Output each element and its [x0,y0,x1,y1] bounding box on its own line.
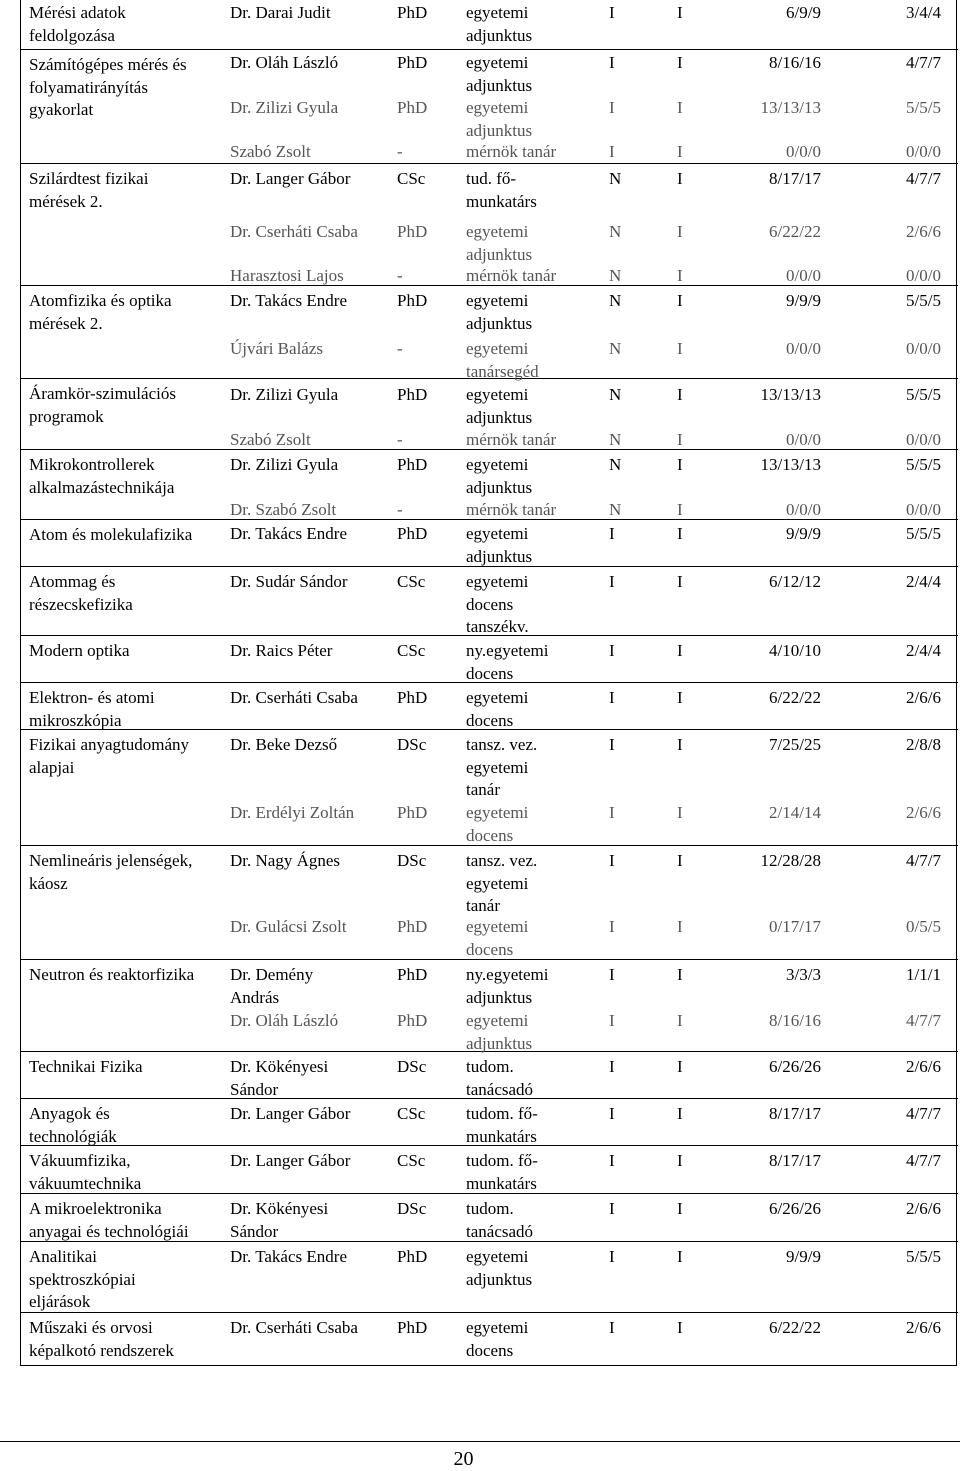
lecturer-name: Dr. Gulácsi Zsolt [230,917,347,936]
lecturer-degree: PhD [397,688,428,707]
subject-name: A mikroelektronika anyagai és technológiái [29,1199,189,1241]
credits-value: 4/7/7 [906,851,941,870]
lecturer-degree: PhD [397,291,428,310]
credits-value: 4/7/7 [906,1151,941,1170]
code-1: N [609,222,622,241]
lecturer-name: Dr. Erdélyi Zoltán [230,803,355,822]
lecturer-position: mérnök tanár [466,142,557,161]
lecturer-name: Dr. Cserháti Csaba [230,222,358,241]
lecturer-name: Újvári Balázs [230,339,323,358]
subject-name: Szilárdtest fizikai mérések 2. [29,169,149,211]
subject-name: Neutron és reaktorfizika [29,965,195,984]
subject-name: Nemlineáris jelenségek, káosz [29,851,193,893]
hours-value: 9/9/9 [786,1247,821,1266]
code-1: I [609,688,615,707]
lecturer-name: Szabó Zsolt [230,142,311,161]
lecturer-degree: DSc [397,1199,427,1218]
lecturer-degree: DSc [397,735,427,754]
credits-value: 0/0/0 [906,500,941,519]
lecturer-name: Dr. Szabó Zsolt [230,500,337,519]
hours-value: 2/14/14 [769,803,821,822]
lecturer-position: egyetemi docens [466,688,529,730]
lecturer-degree: CSc [397,1151,426,1170]
lecturer-degree: PhD [397,1247,428,1266]
lecturer-position: mérnök tanár [466,266,557,285]
lecturer-name: Dr. Zilizi Gyula [230,98,339,117]
staff-table [20,0,957,1366]
lecturer-name: Dr. Cserháti Csaba [230,1318,358,1337]
subject-name: Anyagok és technológiák [29,1104,117,1146]
code-1: N [609,169,622,188]
lecturer-name: Dr. Zilizi Gyula [230,455,339,474]
credits-value: 2/6/6 [906,1318,941,1337]
lecturer-degree: - [397,500,403,519]
subject-name: Vákuumfizika, vákuumtechnika [29,1151,142,1193]
subject-name: Áramkör-szimulációs programok [29,384,176,426]
lecturer-degree: - [397,266,403,285]
code-2: I [677,222,683,241]
hours-value: 8/17/17 [769,1104,821,1123]
hours-value: 6/22/22 [769,688,821,707]
code-2: I [677,142,683,161]
hours-value: 0/0/0 [786,339,821,358]
lecturer-degree: PhD [397,965,428,984]
credits-value: 5/5/5 [906,291,941,310]
subject-name: Fizikai anyagtudomány alapjai [29,735,190,777]
subject-name: Mérési adatok feldolgozása [29,3,126,45]
credits-value: 4/7/7 [906,1011,941,1030]
lecturer-degree: PhD [397,1011,428,1030]
code-2: I [677,641,683,660]
lecturer-position: tansz. vez. egyetemi tanár [466,735,538,799]
lecturer-degree: PhD [397,385,428,404]
code-1: N [609,339,622,358]
lecturer-position: egyetemi adjunktus [466,455,533,497]
code-2: I [677,500,683,519]
code-1: I [609,53,615,72]
code-1: N [609,430,622,449]
hours-value: 13/13/13 [760,385,821,404]
subject-name: Atomfizika és optika mérések 2. [29,291,172,333]
code-2: I [677,385,683,404]
credits-value: 5/5/5 [906,385,941,404]
hours-value: 0/17/17 [769,917,821,936]
subject-name: Műszaki és orvosi képalkotó rendszerek [29,1318,174,1360]
lecturer-position: egyetemi adjunktus [466,222,533,264]
row-divider [21,49,958,50]
hours-value: 13/13/13 [760,98,821,117]
lecturer-name: Dr. Demény András [230,965,314,1007]
code-1: I [609,98,615,117]
credits-value: 2/4/4 [906,572,941,591]
code-1: I [609,965,615,984]
lecturer-name: Dr. Oláh László [230,53,339,72]
hours-value: 6/22/22 [769,222,821,241]
lecturer-name: Dr. Takács Endre [230,524,347,543]
credits-value: 2/6/6 [906,688,941,707]
lecturer-degree: PhD [397,3,428,22]
hours-value: 0/0/0 [786,266,821,285]
code-2: I [677,430,683,449]
lecturer-degree: PhD [397,98,428,117]
lecturer-name: Szabó Zsolt [230,430,311,449]
credits-value: 5/5/5 [906,524,941,543]
hours-value: 13/13/13 [760,455,821,474]
hours-value: 8/16/16 [769,53,821,72]
code-2: I [677,735,683,754]
lecturer-name: Dr. Langer Gábor [230,1104,351,1123]
subject-name: Technikai Fizika [29,1057,143,1076]
code-2: I [677,1199,683,1218]
lecturer-position: tudom. tanácsadó [466,1199,534,1241]
lecturer-position: egyetemi docens [466,917,529,959]
code-1: N [609,266,622,285]
lecturer-position: egyetemi adjunktus [466,1247,533,1289]
hours-value: 6/22/22 [769,1318,821,1337]
lecturer-degree: PhD [397,53,428,72]
code-2: I [677,169,683,188]
code-2: I [677,291,683,310]
code-2: I [677,1318,683,1337]
code-1: N [609,291,622,310]
code-2: I [677,572,683,591]
lecturer-degree: DSc [397,851,427,870]
hours-value: 6/9/9 [786,3,821,22]
lecturer-position: egyetemi docens [466,803,529,845]
code-2: I [677,965,683,984]
lecturer-degree: - [397,142,403,161]
lecturer-degree: CSc [397,572,426,591]
credits-value: 0/0/0 [906,339,941,358]
lecturer-degree: PhD [397,917,428,936]
hours-value: 8/17/17 [769,1151,821,1170]
credits-value: 2/8/8 [906,735,941,754]
lecturer-degree: PhD [397,524,428,543]
credits-value: 0/0/0 [906,142,941,161]
lecturer-name: Dr. Takács Endre [230,1247,347,1266]
hours-value: 6/26/26 [769,1057,821,1076]
lecturer-position: egyetemi adjunktus [466,291,533,333]
lecturer-position: egyetemi adjunktus [466,385,533,427]
lecturer-name: Dr. Beke Dezső [230,735,338,754]
lecturer-degree: - [397,339,403,358]
subject-name: Elektron- és atomi mikroszkópia [29,688,155,730]
lecturer-name: Dr. Langer Gábor [230,1151,351,1170]
credits-value: 0/5/5 [906,917,941,936]
hours-value: 0/0/0 [786,500,821,519]
lecturer-name: Dr. Kökényesi Sándor [230,1057,329,1099]
lecturer-position: egyetemi tanársegéd [466,339,539,381]
hours-value: 9/9/9 [786,524,821,543]
lecturer-name: Dr. Zilizi Gyula [230,385,339,404]
code-1: I [609,3,615,22]
lecturer-name: Dr. Oláh László [230,1011,339,1030]
code-2: I [677,524,683,543]
lecturer-position: mérnök tanár [466,430,557,449]
credits-value: 0/0/0 [906,430,941,449]
lecturer-position: egyetemi adjunktus [466,98,533,140]
code-1: I [609,1151,615,1170]
lecturer-degree: PhD [397,1318,428,1337]
code-2: I [677,803,683,822]
lecturer-name: Dr. Cserháti Csaba [230,688,358,707]
lecturer-position: mérnök tanár [466,500,557,519]
lecturer-position: ny.egyetemi docens [466,641,549,683]
lecturer-position: ny.egyetemi adjunktus [466,965,549,1007]
credits-value: 4/7/7 [906,53,941,72]
subject-name: Analitikai spektroszkópiai eljárások [29,1247,136,1311]
hours-value: 7/25/25 [769,735,821,754]
lecturer-degree: CSc [397,1104,426,1123]
hours-value: 4/10/10 [769,641,821,660]
lecturer-name: Dr. Takács Endre [230,291,347,310]
code-1: N [609,385,622,404]
code-2: I [677,688,683,707]
footer-rule [0,1441,960,1442]
code-2: I [677,1104,683,1123]
hours-value: 8/16/16 [769,1011,821,1030]
code-2: I [677,339,683,358]
lecturer-degree: PhD [397,455,428,474]
lecturer-position: egyetemi adjunktus [466,524,533,566]
code-2: I [677,98,683,117]
code-1: I [609,524,615,543]
lecturer-position: tudom. fő- munkatárs [466,1104,538,1146]
code-2: I [677,1151,683,1170]
credits-value: 1/1/1 [906,965,941,984]
code-1: N [609,455,622,474]
lecturer-degree: CSc [397,169,426,188]
lecturer-name: Dr. Darai Judit [230,3,331,22]
code-2: I [677,1057,683,1076]
hours-value: 12/28/28 [760,851,821,870]
code-1: I [609,1057,615,1076]
code-2: I [677,266,683,285]
code-2: I [677,455,683,474]
code-1: I [609,803,615,822]
lecturer-position: egyetemi adjunktus [466,1011,533,1053]
code-2: I [677,917,683,936]
credits-value: 5/5/5 [906,98,941,117]
code-1: I [609,851,615,870]
lecturer-degree: CSc [397,641,426,660]
lecturer-degree: - [397,430,403,449]
hours-value: 0/0/0 [786,142,821,161]
credits-value: 0/0/0 [906,266,941,285]
lecturer-name: Dr. Kökényesi Sándor [230,1199,329,1241]
code-2: I [677,1247,683,1266]
lecturer-position: tansz. vez. egyetemi tanár [466,851,538,915]
subject-name: Mikrokontrollerek alkalmazástechnikája [29,455,175,497]
code-2: I [677,851,683,870]
code-1: I [609,1199,615,1218]
code-1: I [609,641,615,660]
page-number: 20 [453,1448,474,1470]
lecturer-degree: PhD [397,803,428,822]
code-1: I [609,917,615,936]
lecturer-degree: DSc [397,1057,427,1076]
subject-name: Atom és molekulafizika [29,525,193,544]
code-1: I [609,572,615,591]
lecturer-name: Dr. Nagy Ágnes [230,851,341,870]
credits-value: 5/5/5 [906,1247,941,1266]
lecturer-position: egyetemi adjunktus [466,3,533,45]
lecturer-name: Harasztosi Lajos [230,266,344,285]
lecturer-position: egyetemi docens [466,1318,529,1360]
hours-value: 8/17/17 [769,169,821,188]
hours-value: 0/0/0 [786,430,821,449]
code-1: I [609,735,615,754]
credits-value: 2/6/6 [906,803,941,822]
lecturer-position: egyetemi adjunktus [466,53,533,95]
subject-name: Atommag és részecskefizika [29,572,133,614]
lecturer-position: tudom. tanácsadó [466,1057,534,1099]
lecturer-position: egyetemi docens tanszékv. [466,572,529,636]
code-1: I [609,1247,615,1266]
lecturer-name: Dr. Raics Péter [230,641,333,660]
credits-value: 5/5/5 [906,455,941,474]
code-2: I [677,53,683,72]
code-2: I [677,1011,683,1030]
credits-value: 2/4/4 [906,641,941,660]
lecturer-name: Dr. Langer Gábor [230,169,351,188]
credits-value: 2/6/6 [906,222,941,241]
hours-value: 9/9/9 [786,291,821,310]
lecturer-degree: PhD [397,222,428,241]
code-1: I [609,1104,615,1123]
credits-value: 4/7/7 [906,169,941,188]
lecturer-position: tudom. fő- munkatárs [466,1151,538,1193]
code-1: I [609,1318,615,1337]
lecturer-name: Dr. Sudár Sándor [230,572,348,591]
subject-name: Modern optika [29,641,130,660]
credits-value: 3/4/4 [906,3,941,22]
code-1: N [609,500,622,519]
hours-value: 6/26/26 [769,1199,821,1218]
credits-value: 4/7/7 [906,1104,941,1123]
hours-value: 6/12/12 [769,572,821,591]
subject-name: Számítógépes mérés és folyamatirányítás gyakorlat [29,55,187,119]
lecturer-position: tud. fő- munkatárs [466,169,537,211]
credits-value: 2/6/6 [906,1057,941,1076]
hours-value: 3/3/3 [786,965,821,984]
code-1: I [609,1011,615,1030]
code-2: I [677,3,683,22]
code-1: I [609,142,615,161]
credits-value: 2/6/6 [906,1199,941,1218]
